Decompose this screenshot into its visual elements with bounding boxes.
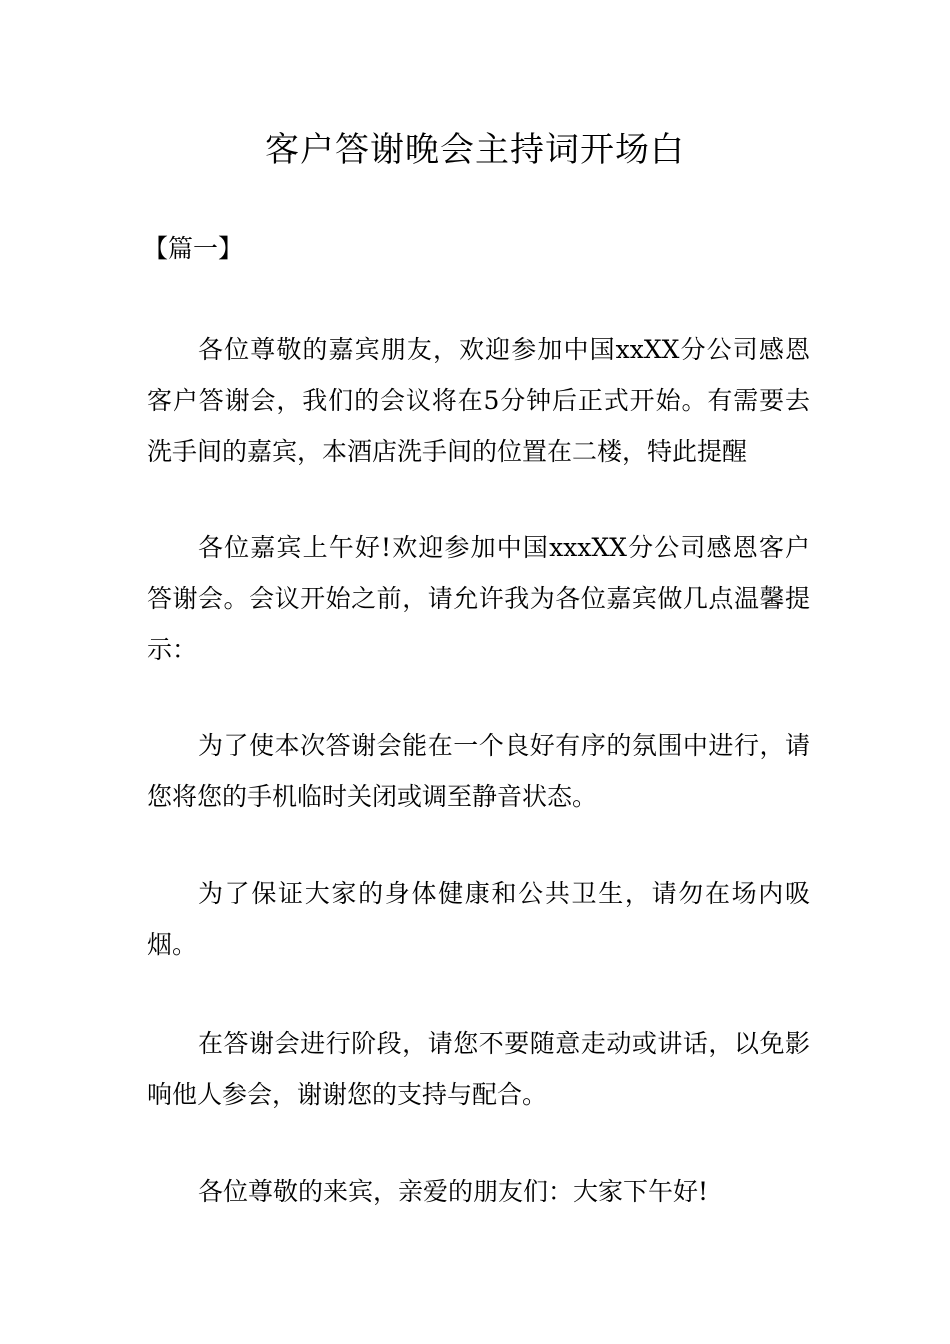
paragraph: 各位尊敬的来宾，亲爱的朋友们：大家下午好! [198,1177,709,1206]
document-title: 客户答谢晚会主持词开场白 [265,130,685,170]
paragraph: 各位尊敬的嘉宾朋友，欢迎参加中国xxXX分公司感恩客户答谢会，我们的会议将在5分钟后正式开始。有需要去洗手间的嘉宾，本酒店洗手间的位置在二楼，特此提醒 [147,335,810,466]
paragraph: 为了使本次答谢会能在一个良好有序的氛围中进行，请您将您的手机临时关闭或调至静音状态。 [147,731,810,811]
paragraph: 为了保证大家的身体健康和公共卫生，请勿在场内吸烟。 [147,879,810,959]
section-label: 【篇一】 [143,234,244,263]
paragraph: 各位嘉宾上午好!欢迎参加中国xxxXX分公司感恩客户答谢会。会议开始之前，请允许我为各位嘉宾做几点温馨提示： [147,533,810,664]
paragraph: 在答谢会进行阶段，请您不要随意走动或讲话，以免影响他人参会，谢谢您的支持与配合。 [147,1029,810,1109]
